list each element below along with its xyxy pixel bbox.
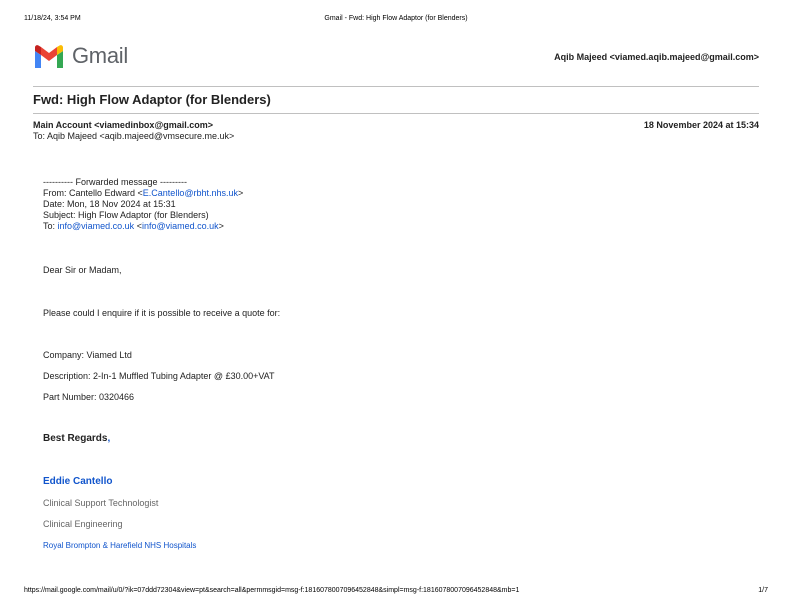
sender-text: Main Account <viamedinbox@gmail.com>	[33, 120, 213, 130]
forwarded-from	[43, 188, 243, 198]
forwarded-to-email-link[interactable]: info@viamed.co.uk	[57, 221, 135, 231]
forwarded-to-email-link-2[interactable]: info@viamed.co.uk	[141, 221, 219, 231]
print-footer-url: https://mail.google.com/mail/u/0/?ik=07ddd72304&view=pt&search=all&permmsgid=msg-f:1816078007096452848&simpl=msg-f:1816078007096452848&mb=1	[24, 587, 520, 594]
forwarded-header: ---------- Forwarded message ---------	[43, 177, 187, 187]
header-divider	[33, 86, 759, 87]
closing-regards	[43, 433, 110, 444]
signature-name: Eddie Cantello	[43, 476, 113, 487]
forwarded-subject: Subject: High Flow Adaptor (for Blenders)	[43, 210, 209, 220]
forwarded-to	[43, 221, 224, 231]
company-line: Company: Viamed Ltd	[43, 350, 132, 360]
account-label: Aqib Majeed <viamed.aqib.majeed@gmail.com>	[554, 52, 759, 62]
signature-title: Clinical Support Technologist	[43, 498, 159, 508]
signature-department: Clinical Engineering	[43, 519, 123, 529]
signature-organization: Royal Brompton & Harefield NHS Hospitals	[43, 541, 197, 550]
description-line: Description: 2-In-1 Muffled Tubing Adapter @ £30.00+VAT	[43, 371, 275, 381]
forwarded-from-email-link[interactable]: E.Cantello@rbht.nhs.uk	[142, 188, 238, 198]
forwarded-to-label: To:	[43, 221, 58, 231]
sender-line	[33, 120, 213, 130]
recipient-line: To: Aqib Majeed <aqib.majeed@vmsecure.me.uk>	[33, 131, 235, 141]
subject-divider	[33, 113, 759, 114]
forwarded-from-close: >	[237, 188, 244, 198]
print-page-number: 1/7	[758, 587, 768, 594]
regards-text: Best Regards	[43, 433, 108, 444]
forwarded-to-sep: <	[134, 221, 142, 231]
forwarded-date: Date: Mon, 18 Nov 2024 at 15:31	[43, 199, 176, 209]
email-subject: Fwd: High Flow Adaptor (for Blenders)	[33, 92, 271, 107]
print-page-title: Gmail - Fwd: High Flow Adaptor (for Blenders)	[324, 15, 468, 22]
regards-comma: ,	[107, 433, 111, 444]
gmail-wordmark: Gmail	[72, 43, 128, 68]
forwarded-from-label: From: Cantello Edward <	[43, 188, 143, 198]
part-number-line: Part Number: 0320466	[43, 392, 135, 402]
email-date: 18 November 2024 at 15:34	[643, 120, 759, 130]
request-text: Please could I enquire if it is possible to receive a quote for:	[43, 308, 281, 318]
greeting: Dear Sir or Madam,	[43, 265, 122, 275]
gmail-logo-icon	[33, 44, 65, 70]
print-datetime: 11/18/24, 3:54 PM	[24, 15, 81, 22]
forwarded-to-close: >	[218, 221, 224, 231]
